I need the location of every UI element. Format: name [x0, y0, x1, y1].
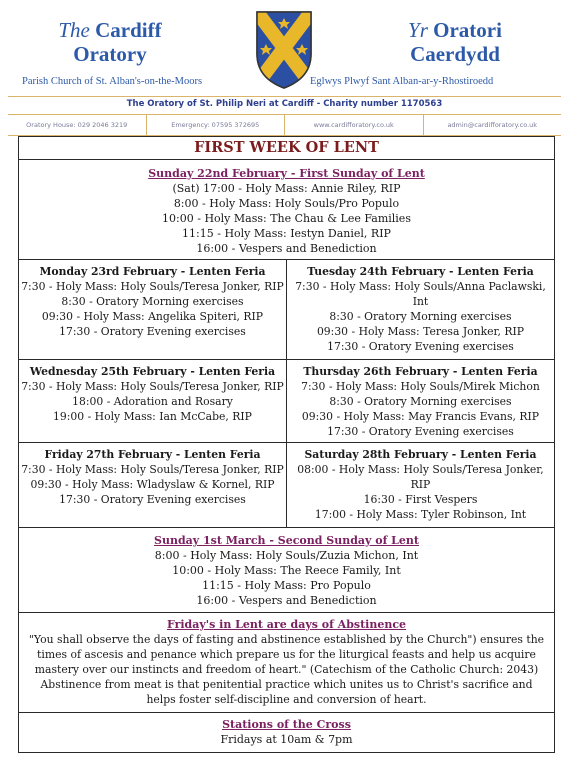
schedule-line: 10:00 - Holy Mass: The Chau & Lee Families: [162, 212, 411, 225]
schedule-line: 16:30 - First Vespers: [363, 493, 478, 506]
charity-line: The Oratory of St. Philip Neri at Cardiff - Charity number 1170563: [126, 99, 443, 109]
stations-times: Fridays at 10am & 7pm: [220, 733, 353, 746]
header-left-title: [10, 18, 210, 66]
schedule-line: 09:30 - Holy Mass: Wladyslaw & Kornel, RIP: [30, 478, 275, 491]
schedule-line: 17:30 - Oratory Evening exercises: [327, 425, 514, 438]
sunday-second-section: [18, 528, 555, 613]
schedule-line: 10:00 - Holy Mass: The Reece Family, Int: [172, 564, 401, 577]
parish-church-welsh: Eglwys Plwyf Sant Alban-ar-y-Rhostiroedd: [310, 76, 494, 87]
sunday-second-heading: Sunday 1st March - Second Sunday of Lent: [154, 534, 419, 547]
header-right-title: [355, 18, 555, 66]
contact-bar: [8, 114, 561, 136]
stations-heading: Stations of the Cross: [222, 718, 351, 731]
header-divider: [8, 96, 561, 97]
schedule-line: (Sat) 17:00 - Holy Mass: Annie Riley, RIP: [172, 182, 401, 195]
schedule-line: 7:30 - Holy Mass: Holy Souls/Teresa Jonker, RIP: [21, 280, 284, 293]
schedule-line: 8:30 - Oratory Morning exercises: [61, 295, 244, 308]
schedule-line: Int: [412, 295, 429, 308]
abstinence-heading: Friday's in Lent are days of Abstinence: [166, 618, 407, 631]
page-title: FIRST WEEK OF LENT: [18, 136, 555, 159]
sunday-first-section: [18, 159, 555, 260]
schedule-line: 18:00 - Adoration and Rosary: [72, 395, 233, 408]
week-row-2: [18, 360, 555, 443]
day-cell-tuesday: [287, 260, 554, 359]
day-cell-saturday: [287, 443, 554, 527]
schedule-line: 08:00 - Holy Mass: Holy Souls/Teresa Jonker,: [297, 463, 544, 476]
abstinence-text: "You shall observe the days of fasting and abstinence established by the Church") ensures the times of ascesis and penance which prepare us for the liturgical feasts and help us acquire mastery over our instincts and freedom of heart." (Catechism of the Catholic Church: 2043) Abstinence from meat is that penitential practice which unites us to Christ's sacrifice and helps foster self-discipline and conversion of heart.: [28, 633, 545, 706]
week-row-3: [18, 443, 555, 528]
day-heading: Tuesday 24th February - Lenten Feria: [307, 265, 534, 278]
schedule-line: 17:30 - Oratory Evening exercises: [59, 493, 246, 506]
day-cell-friday: [19, 443, 287, 527]
day-heading: Saturday 28th February - Lenten Feria: [304, 448, 537, 461]
schedule-line: 7:30 - Holy Mass: Holy Souls/Teresa Jonker, RIP: [21, 380, 284, 393]
schedule-line: 8:30 - Oratory Morning exercises: [329, 395, 512, 408]
schedule-line: 16:00 - Vespers and Benediction: [196, 594, 377, 607]
crest-shield-icon: [253, 8, 315, 92]
day-cell-monday: [19, 260, 287, 359]
day-heading: Thursday 26th February - Lenten Feria: [303, 365, 538, 378]
schedule-line: RIP: [410, 478, 431, 491]
title-the: The: [58, 18, 90, 42]
day-heading: Friday 27th February - Lenten Feria: [44, 448, 261, 461]
schedule-line: 09:30 - Holy Mass: Angelika Spiteri, RIP: [41, 310, 264, 323]
day-heading: Wednesday 25th February - Lenten Feria: [29, 365, 276, 378]
week-row-1: [18, 260, 555, 360]
abstinence-section: [18, 613, 555, 713]
email-link[interactable]: admin@cardifforatory.co.uk: [447, 121, 538, 129]
website-link[interactable]: www.cardifforatory.co.uk: [285, 115, 424, 135]
day-heading: Monday 23rd February - Lenten Feria: [39, 265, 266, 278]
day-cell-thursday: [287, 360, 554, 442]
schedule-line: 8:30 - Oratory Morning exercises: [329, 310, 512, 323]
emergency-phone: Emergency: 07595 372695: [147, 115, 286, 135]
schedule-line: 19:00 - Holy Mass: Ian McCabe, RIP: [53, 410, 252, 423]
schedule-line: 17:30 - Oratory Evening exercises: [327, 340, 514, 353]
schedule-line: 17:30 - Oratory Evening exercises: [59, 325, 246, 338]
title-oratori: Oratori: [433, 18, 502, 42]
title-caerdydd: Caerdydd: [410, 42, 500, 66]
schedule-line: 7:30 - Holy Mass: Holy Souls/Anna Paclawski,: [295, 280, 546, 293]
schedule-line: 7:30 - Holy Mass: Holy Souls/Mirek Michon: [301, 380, 540, 393]
sunday-first-heading: Sunday 22nd February - First Sunday of Lent: [148, 167, 425, 180]
title-oratory: Oratory: [73, 42, 147, 66]
schedule-line: 16:00 - Vespers and Benediction: [196, 242, 377, 255]
title-yr: Yr: [408, 18, 428, 42]
oratory-house-phone: Oratory House: 029 2046 3219: [8, 115, 147, 135]
schedule-line: 17:00 - Holy Mass: Tyler Robinson, Int: [314, 508, 527, 521]
schedule-line: 09:30 - Holy Mass: May Francis Evans, RIP: [301, 410, 540, 423]
schedule-line: 11:15 - Holy Mass: Pro Populo: [202, 579, 371, 592]
schedule-line: 8:00 - Holy Mass: Holy Souls/Zuzia Michon, Int: [154, 549, 419, 562]
parish-church-english: Parish Church of St. Alban's-on-the-Moors: [22, 76, 203, 87]
schedule-line: 8:00 - Holy Mass: Holy Souls/Pro Populo: [173, 197, 400, 210]
schedule-line: 09:30 - Holy Mass: Teresa Jonker, RIP: [316, 325, 525, 338]
day-cell-wednesday: [19, 360, 287, 442]
schedule-line: 11:15 - Holy Mass: Iestyn Daniel, RIP: [182, 227, 391, 240]
title-cardiff: Cardiff: [95, 18, 162, 42]
schedule-line: 7:30 - Holy Mass: Holy Souls/Teresa Jonker, RIP: [21, 463, 284, 476]
stations-section: [18, 713, 555, 753]
